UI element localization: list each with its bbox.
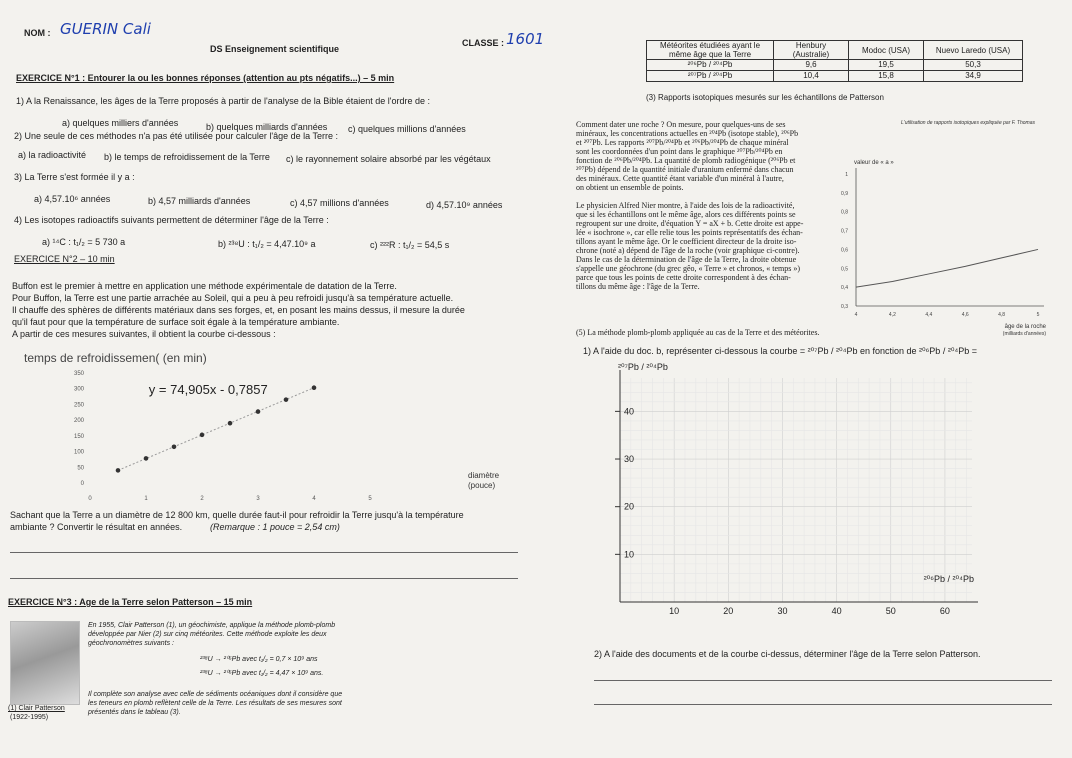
- x-tick-label: 4,4: [925, 312, 933, 318]
- x-tick-label: 30: [777, 606, 788, 616]
- table-cell: 10,4: [774, 71, 849, 82]
- y-tick-label: 0,7: [841, 228, 848, 235]
- photo-caption-name: (1) Clair Patterson: [8, 705, 65, 712]
- y-tick-label: 250: [73, 402, 84, 409]
- ex1-q1-a[interactable]: a) quelques milliers d'années: [62, 118, 179, 128]
- x-tick-label: 0: [88, 496, 92, 502]
- ex1-q4-a[interactable]: a) ¹⁴C : t₁/₂ = 5 730 a: [42, 237, 126, 247]
- table-header-cell: Modoc (USA): [849, 41, 924, 60]
- answer-line-4[interactable]: [594, 704, 1052, 705]
- x-axis-label: diamètre: [468, 471, 500, 480]
- ex3-intro-3: géochronomètres suivants :: [88, 640, 174, 647]
- ex1-q1-b[interactable]: b) quelques milliards d'années: [206, 122, 328, 132]
- slope-vs-age-chart: [826, 116, 1062, 337]
- table-cell: ²⁰⁶Pb / ²⁰⁴Pb: [647, 60, 774, 71]
- ex1-q1-c[interactable]: c) quelques millions d'années: [348, 124, 466, 134]
- doc-line: ²⁰⁷Pb) dépend de la quantité initiale d'uranium enfermé dans chacun: [576, 165, 794, 174]
- doc-line: fonction de ²⁰⁶Pb/²⁰⁴Pb. La quantité de plomb radiogénique (²⁰⁶Pb et: [576, 156, 796, 165]
- ex1-q4-c[interactable]: c) ²²²R : t₁/₂ = 54,5 s: [370, 240, 450, 250]
- y-tick-label: 0,4: [841, 285, 848, 292]
- x-tick-label: 20: [723, 606, 734, 616]
- subject-title: DS Enseignement scientifique: [210, 44, 340, 54]
- table-header-row: [647, 41, 1023, 60]
- data-point: [116, 468, 121, 473]
- doc-line: chrone (noté a) dépend de l'âge de la roche (voir graphique ci-contre).: [576, 246, 800, 255]
- doc-line: lée « isochrone », car elle relie tous les points représentatifs des échan-: [576, 228, 803, 237]
- ex3-question-2: 2) A l'aide des documents et de la courbe ci-dessus, déterminer l'âge de la Terre selon Patterson.: [594, 649, 981, 659]
- x-axis-label: ²⁰⁶Pb / ²⁰⁴Pb: [923, 574, 974, 584]
- doc-line: des minéraux. Cette quantité étant variable d'un minéral à l'autre,: [576, 174, 784, 183]
- x-tick-label: 4,2: [888, 312, 896, 318]
- ex2-para-4: qu'il faut pour que la température de surface soit égale à la température ambiante.: [12, 317, 340, 327]
- ex1-q3-d[interactable]: d) 4,57.10⁹ années: [426, 200, 503, 210]
- classe-value: 1601: [506, 30, 545, 48]
- answer-line-3[interactable]: [594, 680, 1052, 681]
- y-tick-label: 100: [73, 449, 84, 456]
- ex3-intro-2: développée par Nier (2) sur cinq météorites. Cette méthode exploite les deux: [88, 631, 327, 638]
- series-line: [856, 249, 1038, 287]
- x-tick-label: 40: [831, 606, 842, 616]
- ex2-title: EXERCICE N°2 – 10 min: [14, 254, 115, 264]
- x-tick-label: 3: [256, 496, 260, 502]
- doc-line: tillons ayant le même âge. Or le coefficient directeur de la droite iso-: [576, 237, 797, 246]
- classe-label: CLASSE :: [462, 38, 505, 48]
- data-point: [144, 456, 149, 461]
- table-row: [647, 60, 1023, 71]
- table-cell: 9,6: [774, 60, 849, 71]
- isotope-ratio-table: [646, 40, 1023, 82]
- table-cell: 34,9: [924, 71, 1023, 82]
- cooling-time-chart: [20, 346, 520, 506]
- y-tick-label: 350: [73, 371, 84, 377]
- doc-line: parce que tous les points de cette droite correspondent à des échan-: [576, 273, 791, 282]
- chart-title: L'utilisation de rapports isotopiques expliquée par F. Thomas: [901, 120, 1035, 126]
- regression-equation: y = 74,905x - 0,7857: [148, 382, 268, 397]
- y-tick-label: 1: [845, 172, 848, 178]
- table-cell: 19,5: [849, 60, 924, 71]
- ex3-complement-1: Il complète son analyse avec celle de sédiments océaniques dont il considère que: [88, 691, 343, 698]
- chart-title: temps de refroidissemen( (en min): [24, 351, 207, 365]
- table-caption: (3) Rapports isotopiques mesurés sur les échantillons de Patterson: [646, 93, 884, 102]
- ex3-question-1: 1) A l'aide du doc. b, représenter ci-dessous la courbe = ²⁰⁷Pb / ²⁰⁴Pb en fonction de ²⁰⁶Pb / ²⁰⁴Pb =: [583, 346, 978, 356]
- table-cell: 50,3: [924, 60, 1023, 71]
- ex3-title: EXERCICE N°3 : Age de la Terre selon Patterson – 15 min: [8, 597, 253, 607]
- x-tick-label: 4,8: [998, 312, 1006, 318]
- y-tick-label: 200: [73, 418, 84, 425]
- ex3-intro-1: En 1955, Clair Patterson (1), un géochimiste, applique la méthode plomb-plomb: [88, 622, 336, 629]
- table-cell: 15,8: [849, 71, 924, 82]
- data-point: [284, 397, 289, 402]
- y-tick-label: 0,9: [841, 190, 848, 197]
- x-tick-label: 50: [885, 606, 896, 616]
- patterson-photo: [10, 621, 80, 705]
- chronometer-2: ²³⁸U → ²⁰⁶Pb avec t₁/₂ = 4,47 × 10⁹ ans.: [200, 670, 324, 677]
- doc-line: on obtient un ensemble de points.: [576, 183, 684, 192]
- y-tick-label: 0,6: [841, 247, 848, 254]
- x-tick-label: 2: [200, 496, 204, 502]
- x-axis-label: âge de la roche: [1004, 324, 1046, 330]
- ex3-complement-3: présentés dans le tableau (3).: [88, 709, 181, 716]
- y-axis-label: ²⁰⁷Pb / ²⁰⁴Pb: [618, 362, 668, 372]
- y-tick-label: 40: [624, 406, 635, 417]
- ex1-q4-b[interactable]: b) ²³⁸U : t₁/₂ = 4,47.10⁹ a: [218, 239, 316, 249]
- data-point: [312, 385, 317, 390]
- photo-caption-dates: (1922-1995): [10, 714, 49, 721]
- y-tick-label: 150: [73, 433, 84, 440]
- answer-line-2[interactable]: [10, 578, 518, 579]
- nom-label: NOM :: [24, 28, 51, 38]
- table-header-cell: Nuevo Laredo (USA): [924, 41, 1023, 60]
- y-tick-label: 10: [624, 549, 635, 560]
- ex1-q1: 1) A la Renaissance, les âges de la Terre proposés à partir de l'analyse de la Bible étaient de l'ordre de :: [16, 96, 431, 106]
- ex3-complement-2: les teneurs en plomb reflètent celle de la Terre. Les résultats de ses mesures sont: [88, 700, 342, 707]
- doc-line: Comment dater une roche ? On mesure, pour quelques-uns de ses: [576, 120, 786, 129]
- x-tick-label: 4,6: [961, 312, 969, 318]
- ex1-q4: 4) Les isotopes radioactifs suivants permettent de déterminer l'âge de la Terre :: [14, 215, 329, 225]
- x-tick-label: 60: [939, 606, 950, 616]
- doc-line: s'appelle une géochrone (du grec gêo, « Terre » et chronos, « temps »): [576, 264, 800, 273]
- ex1-q2-c[interactable]: c) le rayonnement solaire absorbé par les végétaux: [286, 154, 491, 164]
- method-caption: (5) La méthode plomb-plomb appliquée au cas de la Terre et des météorites.: [576, 328, 820, 337]
- data-point: [200, 433, 205, 438]
- doc-line: regroupent sur une droite, d'équation Y = aX + b. Cette droite est appe-: [576, 219, 804, 228]
- ex1-q3-c[interactable]: c) 4,57 millions d'années: [290, 198, 389, 208]
- data-point: [228, 421, 233, 426]
- doc-line: sont les coordonnées d'un point dans le graphique ²⁰⁷Pb/²⁰⁴Pb en: [576, 147, 783, 156]
- table-header-cell: Henbury (Australie): [774, 41, 849, 60]
- y-tick-label: 0,3: [841, 304, 848, 310]
- ex2-para-1: Buffon est le premier à mettre en application une méthode expérimentale de datation de la Terre.: [12, 281, 397, 291]
- x-tick-label: 1: [144, 496, 148, 502]
- ex1-q3: 3) La Terre s'est formée il y a :: [14, 172, 135, 182]
- ex1-q2-a[interactable]: a) la radioactivité: [18, 150, 87, 160]
- doc-line: et ²⁰⁷Pb. Les rapports ²⁰⁷Pb/²⁰⁴Pb et ²⁰⁶Pb/²⁰⁴Pb de chaque minéral: [576, 138, 789, 147]
- x-axis-unit: (pouce): [468, 481, 496, 490]
- doc-line: minéraux, les concentrations actuelles en ²⁰⁴Pb (isotope stable), ²⁰⁶Pb: [576, 129, 799, 138]
- ex2-para-3: Il chauffe des sphères de différents matériaux dans ses forges, et, en posant les mains dessus, il mesure la durée: [12, 305, 465, 315]
- y-tick-label: 50: [77, 465, 84, 472]
- ex2-remark: (Remarque : 1 pouce = 2,54 cm): [210, 522, 340, 532]
- x-tick-label: 4: [312, 496, 316, 502]
- ex1-q3-b[interactable]: b) 4,57 milliards d'années: [148, 196, 251, 206]
- y-tick-label: 300: [73, 386, 84, 393]
- doc-line: que si les échantillons ont le même âge, alors ces différents points se: [576, 210, 796, 219]
- data-point: [172, 445, 177, 450]
- table-cell: ²⁰⁷Pb / ²⁰⁴Pb: [647, 71, 774, 82]
- ex1-title: EXERCICE N°1 : Entourer la ou les bonnes réponses (attention au pts négatifs...) – 5 min: [16, 73, 395, 83]
- y-tick-label: 20: [624, 501, 635, 512]
- chronometer-1: ²³⁸U → ²⁰⁶Pb avec t₁/₂ = 0,7 × 10⁹ ans: [200, 656, 318, 663]
- data-point: [256, 409, 261, 414]
- ex1-q2-b[interactable]: b) le temps de refroidissement de la Terre: [104, 152, 270, 162]
- x-tick-label: 5: [368, 496, 372, 502]
- y-axis-label: valeur de « a »: [854, 160, 894, 166]
- y-tick-label: 0,8: [841, 209, 848, 216]
- ex1-q2: 2) Une seule de ces méthodes n'a pas été utilisée pour calculer l'âge de la Terre :: [14, 131, 338, 141]
- table-row: [647, 71, 1023, 82]
- doc-line: Le physicien Alfred Nier montre, à l'aide des lois de la radioactivité,: [576, 201, 795, 210]
- y-tick-label: 0,5: [841, 266, 848, 273]
- x-axis-unit: (milliards d'années): [1002, 331, 1046, 337]
- doc-line: tillons du même âge : l'âge de la Terre.: [576, 282, 700, 291]
- ex2-question-1: Sachant que la Terre a un diamètre de 12 800 km, quelle durée faut-il pour refroidir la Terre jusqu'à la température: [10, 510, 464, 520]
- doc-line: Dans le cas de la détermination de l'âge de la Terre, la droite obtenue: [576, 255, 797, 264]
- pb-plot-grid[interactable]: [596, 358, 996, 620]
- ex2-para-2: Pour Buffon, la Terre est une partie arrachée au Soleil, qui a peu à peu refroidi jusqu'à sa température actuelle.: [12, 293, 454, 303]
- x-tick-label: 4: [854, 312, 858, 318]
- x-tick-label: 10: [669, 606, 680, 616]
- table-header-cell: Météorites étudiées ayant le même âge que la Terre: [647, 41, 774, 60]
- ex1-q3-a[interactable]: a) 4,57.10⁶ années: [34, 194, 111, 204]
- y-tick-label: 0: [80, 481, 84, 487]
- ex2-para-5: A partir de ces mesures suivantes, il obtient la courbe ci-dessous :: [12, 329, 276, 339]
- answer-line-1[interactable]: [10, 552, 518, 553]
- nom-value: GUERIN Cali: [60, 20, 151, 38]
- x-tick-label: 5: [1036, 312, 1040, 318]
- ex2-question-2: ambiante ? Convertir le résultat en années.: [10, 522, 183, 532]
- y-tick-label: 30: [624, 454, 635, 465]
